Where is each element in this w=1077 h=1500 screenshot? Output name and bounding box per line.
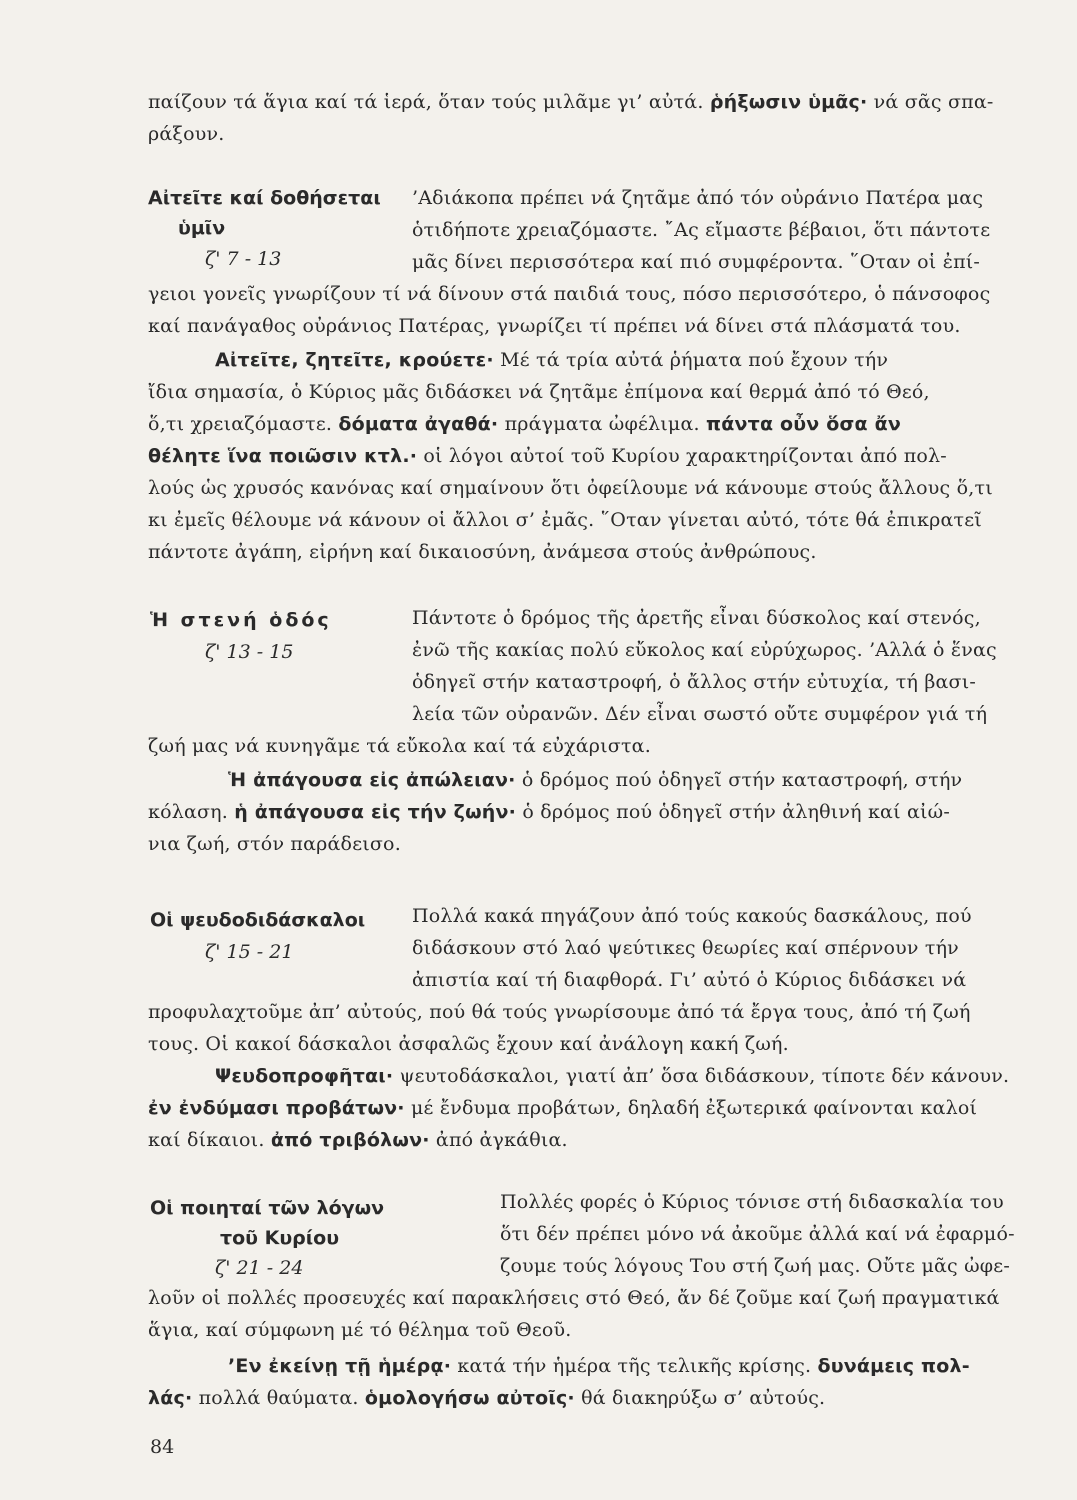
text-line: κι ἐμεῖς θέλουμε νά κάνουν οἱ ἄλλοι σ’ ἐμᾶς. ῞Οταν γίνεται αὐτό, τότε θά ἐπικρατεῖ <box>148 509 982 531</box>
section-heading: ὑμῖν <box>178 217 226 239</box>
text-line: νια ζωή, στόν παράδεισο. <box>148 833 401 855</box>
verse-reference: ζ' 13 - 15 <box>205 641 294 663</box>
text-line: ’Αδιάκοπα πρέπει νά ζητᾶμε ἀπό τόν οὐράνιο Πατέρα μας <box>412 187 984 209</box>
text-line: Πολλά κακά πηγάζουν ἀπό τούς κακούς δασκάλους, πού <box>412 905 972 927</box>
section-heading: τοῦ Κυρίου <box>220 1227 340 1249</box>
verse-reference: ζ' 15 - 21 <box>205 941 294 963</box>
text-line: ἐν ἐνδύμασι προβάτων· μέ ἔνδυμα προβάτων, δηλαδή ἐξωτερικά φαίνονται καλοί <box>148 1097 978 1119</box>
text-line: ὅ,τι χρειαζόμαστε. δόματα ἀγαθά· πράγματα ὠφέλιμα. πάντα οὖν ὅσα ἄν <box>148 413 901 435</box>
text-line: λούς ὡς χρυσός κανόνας καί σημαίνουν ὅτι ὀφείλουμε νά κάνουμε στούς ἄλλους ὅ,τι <box>148 477 993 499</box>
text-line: προφυλαχτοῦμε ἀπ’ αὐτούς, πού θά τούς γνωρίσουμε ἀπό τά ἔργα τους, ἀπό τή ζωή <box>148 1001 971 1023</box>
text-line: Ἡ ἀπάγουσα εἰς ἀπώλειαν· ὁ δρόμος πού ὁδηγεῖ στήν καταστροφή, στήν <box>228 769 963 791</box>
text-line: ἀπιστία καί τή διαφθορά. Γι’ αὐτό ὁ Κύριος διδάσκει νά <box>412 969 967 991</box>
text-line: ’Εν ἐκείνῃ τῇ ἡμέρᾳ· κατά τήν ἡμέρα τῆς τελικῆς κρίσης. δυνάμεις πολ- <box>228 1355 970 1377</box>
text-line: γειοι γονεῖς γνωρίζουν τί νά δίνουν στά παιδιά τους, πόσο περισσότερο, ὁ πάνσοφος <box>148 283 991 305</box>
text-line: ἅγια, καί σύμφωνη μέ τό θέλημα τοῦ Θεοῦ. <box>148 1319 572 1341</box>
text-line: διδάσκουν στό λαό ψεύτικες θεωρίες καί σπέρνουν τήν <box>412 937 959 959</box>
text-line: ὁτιδήποτε χρειαζόμαστε. ῎Ας εἴμαστε βέβαιοι, ὅτι πάντοτε <box>412 219 991 241</box>
text-line: Πάντοτε ὁ δρόμος τῆς ἀρετῆς εἶναι δύσκολος καί στενός, <box>412 607 981 629</box>
page-number: 84 <box>150 1436 175 1458</box>
text-line: θέλητε ἵνα ποιῶσιν κτλ.· οἱ λόγοι αὐτοί τοῦ Κυρίου χαρακτηρίζονται ἀπό πολ- <box>148 445 947 467</box>
verse-reference: ζ' 21 - 24 <box>215 1257 304 1279</box>
text-line: Ψευδοπροφῆται· ψευτοδάσκαλοι, γιατί ἀπ’ ὅσα διδάσκουν, τίποτε δέν κάνουν. <box>215 1065 1010 1087</box>
text-line: Πολλές φορές ὁ Κύριος τόνισε στή διδασκαλία του <box>500 1191 1004 1213</box>
text-line: καί πανάγαθος οὐράνιος Πατέρας, γνωρίζει τί πρέπει νά δίνει στά πλάσματά του. <box>148 315 961 337</box>
text-line: Αἰτεῖτε, ζητεῖτε, κρούετε· Μέ τά τρία αὐτά ῥήματα πού ἔχουν τήν <box>215 349 889 371</box>
text-line: ζουμε τούς λόγους Του στή ζωή μας. Οὔτε μᾶς ὠφε- <box>500 1255 1010 1277</box>
text-line: κόλαση. ἡ ἀπάγουσα εἰς τήν ζωήν· ὁ δρόμος πού ὁδηγεῖ στήν ἀληθινή καί αἰώ- <box>148 801 950 823</box>
text-line: λοῦν οἱ πολλές προσευχές καί παρακλήσεις στό Θεό, ἄν δέ ζοῦμε καί ζωή πραγματικά <box>148 1287 1000 1309</box>
text-line: λάς· πολλά θαύματα. ὁμολογήσω αὐτοῖς· θά διακηρύξω σ’ αὐτούς. <box>148 1387 826 1409</box>
text-line: τους. Οἱ κακοί δάσκαλοι ἀσφαλῶς ἔχουν καί ἀνάλογη κακή ζωή. <box>148 1033 789 1055</box>
text-line: ράξουν. <box>148 123 225 145</box>
section-heading: Ἡ στενή ὁδός <box>150 609 332 631</box>
text-line: παίζουν τά ἅγια καί τά ἱερά, ὅταν τούς μιλᾶμε γι’ αὐτά. ῥήξωσιν ὑμᾶς· νά σᾶς σπα- <box>148 91 994 113</box>
text-line: ὅτι δέν πρέπει μόνο νά ἀκοῦμε ἀλλά καί νά ἐφαρμό- <box>500 1223 1015 1245</box>
text-line: ζωή μας νά κυνηγᾶμε τά εὔκολα καί τά εὐχάριστα. <box>148 735 651 757</box>
text-line: καί δίκαιοι. ἀπό τριβόλων· ἀπό ἀγκάθια. <box>148 1129 568 1151</box>
text-line: ἴδια σημασία, ὁ Κύριος μᾶς διδάσκει νά ζητᾶμε ἐπίμονα καί θερμά ἀπό τό Θεό, <box>148 381 930 403</box>
section-heading: Οἱ ψευδοδιδάσκαλοι <box>150 909 366 931</box>
section-heading: Αἰτεῖτε καί δοθήσεται <box>148 187 381 209</box>
text-line: ὁδηγεῖ στήν καταστροφή, ὁ ἄλλος στήν εὐτυχία, τή βασι- <box>412 671 976 693</box>
text-line: λεία τῶν οὐρανῶν. Δέν εἶναι σωστό οὔτε συμφέρον γιά τή <box>412 703 988 725</box>
text-line: πάντοτε ἀγάπη, εἰρήνη καί δικαιοσύνη, ἀνάμεσα στούς ἀνθρώπους. <box>148 541 817 563</box>
text-line: ἐνῶ τῆς κακίας πολύ εὔκολος καί εὐρύχωρος. ’Αλλά ὁ ἕνας <box>412 639 997 661</box>
section-heading: Οἱ ποιηταί τῶν λόγων <box>150 1197 385 1219</box>
verse-reference: ζ' 7 - 13 <box>205 248 282 270</box>
text-line: μᾶς δίνει περισσότερα καί πιό συμφέροντα. ῞Οταν οἱ ἐπί- <box>412 251 981 273</box>
